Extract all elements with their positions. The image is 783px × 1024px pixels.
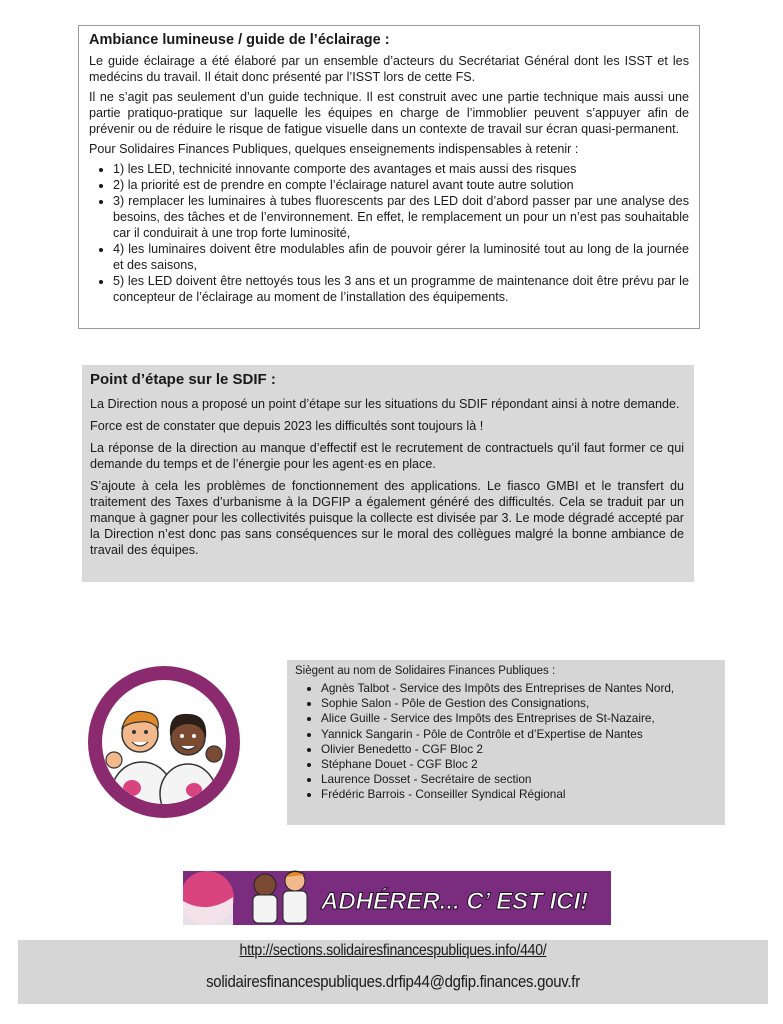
banner-text: ADHÉRER... C’ EST ICI!	[321, 888, 589, 915]
sdif-paragraph-4: S’ajoute à cela les problèmes de fonctionnement des applications. Le fiasco GMBI et le transfert du traitement des Taxes d’urbanisme à la DGFIP a également généré des difficultés. Cela se traduit par un manque à gagner pour les collectivités puisque la collecte est divisée par 3. Le mode dégradé accepté par la Direction n’est donc pas sans conséquences sur le moral des collègues malgré la bonne ambiance de travail des équipes.	[90, 479, 684, 557]
join-banner[interactable]	[183, 867, 611, 927]
member-item: • Olivier Benedetto - CGF Bloc 2	[321, 742, 717, 757]
members-list	[295, 681, 717, 803]
lighting-guide-title: Ambiance lumineuse / guide de l’éclairage :	[89, 32, 390, 48]
members-intro: Siègent au nom de Solidaires Finances Publiques :	[295, 665, 556, 677]
list-item: • 1) les LED, technicité innovante comporte des avantages et mais aussi des risques	[113, 161, 689, 177]
member-item: • Alice Guille - Service des Impôts des Entreprises de St-Nazaire,	[321, 711, 717, 726]
footer	[18, 940, 768, 1004]
list-item: • 3) remplacer les luminaires à tubes fluorescents par des LED doit d’abord passer par une analyse des besoins, des tâches et de l’environnement. En effet, le remplacement un pour un n’est pas souhaitable car il conduirait à une trop forte luminosité,	[113, 193, 689, 241]
sdif-paragraph-2: Force est de constater que depuis 2023 les difficultés sont toujours là !	[90, 419, 484, 433]
sdif-status-box	[82, 365, 694, 582]
member-item: • Laurence Dosset - Secrétaire de section	[321, 772, 717, 787]
contact-email[interactable]: solidairesfinancespubliques.drfip44@dgfip.finances.gouv.fr	[206, 972, 580, 991]
mascots-illustration	[84, 662, 244, 822]
member-item: • Frédéric Barrois - Conseiller Syndical Régional	[321, 787, 717, 802]
lighting-guide-paragraph-2: Il ne s’agit pas seulement d’un guide technique. Il est construit avec une partie technique mais aussi une partie pratiquo-pratique sur laquelle les équipes en charge de l’immoblier peuvent s’appuyer afin de prévenir ou de réduire le risque de fatigue visuelle dans un contexte de travail sur écran quasi-permanent.	[89, 90, 689, 136]
section-website-link[interactable]: http://sections.solidairesfinancespubliques.info/440/	[239, 942, 547, 959]
sdif-paragraph-1: La Direction nous a proposé un point d’étape sur les situations du SDIF répondant ainsi à notre demande.	[90, 397, 680, 411]
members-box	[287, 660, 725, 825]
member-item: • Agnès Talbot - Service des Impôts des Entreprises de Nantes Nord,	[321, 681, 717, 696]
member-item: • Stéphane Douet - CGF Bloc 2	[321, 757, 717, 772]
sdif-paragraph-3: La réponse de la direction au manque d’effectif est le recrutement de contractuels qu’il faut former ce qui demande du temps et de l’énergie pour les agent·es en place.	[90, 441, 684, 471]
list-item: • 2) la priorité est de prendre en compte l’éclairage naturel avant toute autre solution	[113, 177, 689, 193]
lighting-guide-paragraph-3: Pour Solidaires Finances Publiques, quelques enseignements indispensables à retenir :	[89, 142, 579, 156]
list-item: • 4) les luminaires doivent être modulables afin de pouvoir gérer la luminosité tout au long de la journée et des saisons,	[113, 241, 689, 273]
member-item: • Sophie Salon - Pôle de Gestion des Consignations,	[321, 696, 717, 711]
lighting-guide-box	[78, 25, 700, 329]
lighting-guide-list	[89, 161, 689, 305]
member-item: • Yannick Sangarin - Pôle de Contrôle et d’Expertise de Nantes	[321, 727, 717, 742]
lighting-guide-paragraph-1: Le guide éclairage a été élaboré par un ensemble d’acteurs du Secrétariat Général dont les ISST et les medécins du travail. Il était donc présenté par l’ISST lors de cette FS.	[89, 54, 689, 84]
list-item: • 5) les LED doivent être nettoyés tous les 3 ans et un programme de maintenance doit être prévu par le concepteur de l’éclairage au moment de l’installation des équipements.	[113, 273, 689, 305]
sdif-status-title: Point d’étape sur le SDIF :	[90, 371, 276, 388]
